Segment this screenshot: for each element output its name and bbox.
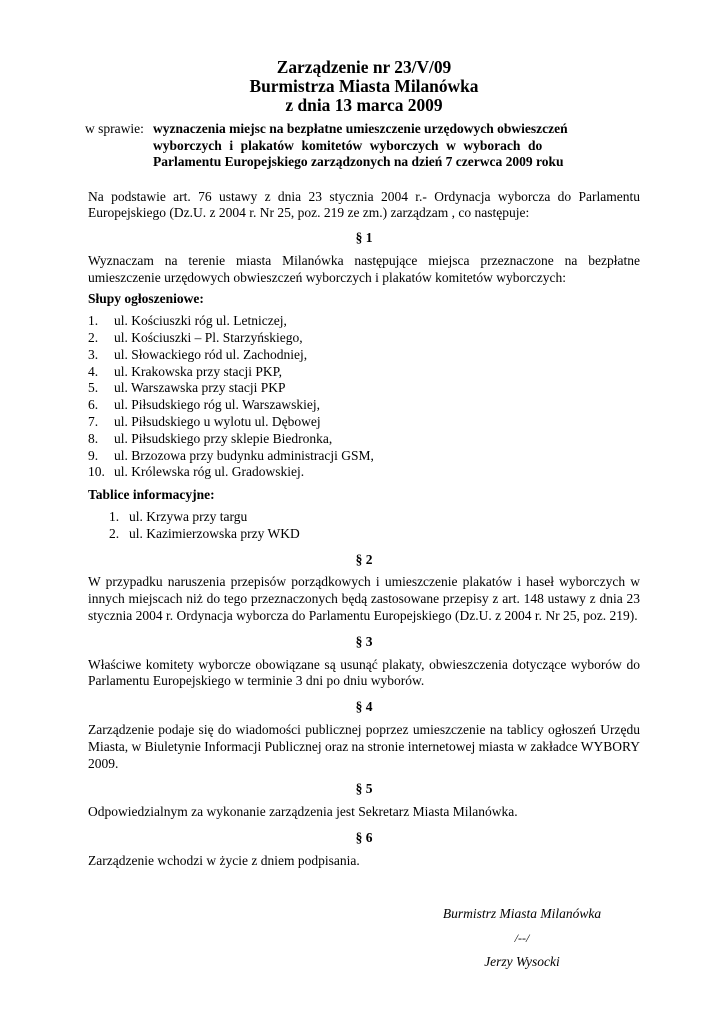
list-item-text: ul. Piłsudskiego u wylotu ul. Dębowej <box>114 414 321 430</box>
subject-line-2: wyborczych i plakatów komitetów wyborczych w wyborach do <box>153 137 543 153</box>
list-item <box>88 397 640 414</box>
list-item <box>88 414 640 431</box>
section-1-heading: § 1 <box>355 230 373 246</box>
list-item-number: 8. <box>88 430 99 446</box>
list-item-number: 5. <box>88 380 99 396</box>
list-item <box>109 526 640 543</box>
list-item-text: ul. Krakowska przy stacji PKP, <box>114 363 282 379</box>
title-line-1: Zarządzenie nr 23/V/09 <box>276 57 452 77</box>
section-1-text: Wyznaczam na terenie miasta Milanówka następujące miejsca przeznaczone na bezpłatne umieszczenie urzędowych obwieszczeń wyborczych i plakatów komitetów wyborczych: <box>88 252 640 285</box>
list-item-number: 4. <box>88 363 99 379</box>
section-4-text: Zarządzenie podaje się do wiadomości publicznej poprzez umieszczenie na tablicy ogłoszeń Urzędu Miasta, w Biuletynie Informacji Publicznej oraz na stronie internetowej miasta w zakładce WYBORY 2009. <box>88 722 640 771</box>
list-item-text: ul. Królewska róg ul. Gradowskiej. <box>114 464 305 480</box>
list-item-number: 1. <box>88 313 99 329</box>
list-item-number: 6. <box>88 397 99 413</box>
list-item <box>109 509 640 526</box>
boards-heading: Tablice informacyjne: <box>88 487 215 503</box>
list-item <box>88 448 640 465</box>
list-item-number: 1. <box>109 509 120 525</box>
list-item-text: ul. Piłsudskiego róg ul. Warszawskiej, <box>114 397 321 413</box>
signature-office: Burmistrz Miasta Milanówka <box>442 906 602 921</box>
list-item <box>88 347 640 364</box>
section-5-text: Odpowiedzialnym za wykonanie zarządzenia jest Sekretarz Miasta Milanówka. <box>88 804 518 820</box>
list-item-number: 10. <box>88 464 105 480</box>
list-item-number: 3. <box>88 346 99 362</box>
signature-block <box>422 906 622 970</box>
section-2-text: W przypadku naruszenia przepisów porządkowych i umieszczenie plakatów i haseł wyborczych w innych miejscach niż do tego przeznaczonych będą zastosowane przepisy z art. 148 ustawy z dnia 23 stycznia 2004 r. Ordynacja wyborcza do Parlamentu Europejskiego (Dz.U. z 2004 r. Nr 25, poz. 219). <box>88 574 640 624</box>
list-item <box>88 380 640 397</box>
pillars-list <box>88 313 640 481</box>
section-5-heading: § 5 <box>355 781 373 797</box>
list-item-number: 2. <box>88 330 99 346</box>
list-item <box>88 464 640 481</box>
list-item-number: 9. <box>88 447 99 463</box>
section-4-heading: § 4 <box>355 699 373 715</box>
document-title <box>88 58 640 115</box>
subject-line-3: Parlamentu Europejskiego zarządzonych na dzień 7 czerwca 2009 roku <box>153 154 564 169</box>
list-item <box>88 313 640 330</box>
signature-mark: /--/ <box>514 930 530 945</box>
list-item-text: ul. Kazimierzowska przy WKD <box>129 525 300 541</box>
list-item-number: 2. <box>109 525 120 541</box>
list-item <box>88 364 640 381</box>
subject-prefix: w sprawie: <box>85 121 144 136</box>
title-line-2: Burmistrza Miasta Milanówka <box>249 76 479 96</box>
section-6-text: Zarządzenie wchodzi w życie z dniem podpisania. <box>88 852 360 868</box>
subject-line-1: wyznaczenia miejsc na bezpłatne umieszczenie urzędowych obwieszczeń <box>153 121 568 136</box>
document-page <box>85 57 640 870</box>
section-3-text: Właściwe komitety wyborcze obowiązane są usunąć plakaty, obwieszczenia dotyczące wyborów do Parlamentu Europejskiego w terminie 3 dni po dniu wyborów. <box>88 656 640 689</box>
section-6-heading: § 6 <box>355 830 373 845</box>
list-item-text: ul. Kościuszki – Pl. Starzyńskiego, <box>114 330 303 346</box>
list-item <box>88 330 640 347</box>
list-item-text: ul. Piłsudskiego przy sklepie Biedronka, <box>114 430 333 446</box>
signature-name: Jerzy Wysocki <box>484 953 560 969</box>
subject-block <box>85 121 637 171</box>
list-item-number: 7. <box>88 414 99 430</box>
list-item-text: ul. Krzywa przy targu <box>129 509 248 525</box>
list-item-text: ul. Kościuszki róg ul. Letniczej, <box>114 313 287 329</box>
intro-paragraph: Na podstawie art. 76 ustawy z dnia 23 stycznia 2004 r.- Ordynacja wyborcza do Parlamentu Europejskiego (Dz.U. z 2004 r. Nr 25, poz. 219 ze zm.) zarządzam , co następuje: <box>88 188 640 221</box>
section-2-heading: § 2 <box>355 551 373 567</box>
list-item-text: ul. Słowackiego ród ul. Zachodniej, <box>114 346 308 362</box>
list-item-text: ul. Warszawska przy stacji PKP <box>114 380 286 396</box>
list-item <box>88 431 640 448</box>
section-3-heading: § 3 <box>355 633 373 649</box>
list-item-text: ul. Brzozowa przy budynku administracji GSM, <box>114 447 374 463</box>
title-line-3: z dnia 13 marca 2009 <box>285 95 443 115</box>
pillars-heading: Słupy ogłoszeniowe: <box>88 291 204 307</box>
boards-list <box>88 509 640 543</box>
